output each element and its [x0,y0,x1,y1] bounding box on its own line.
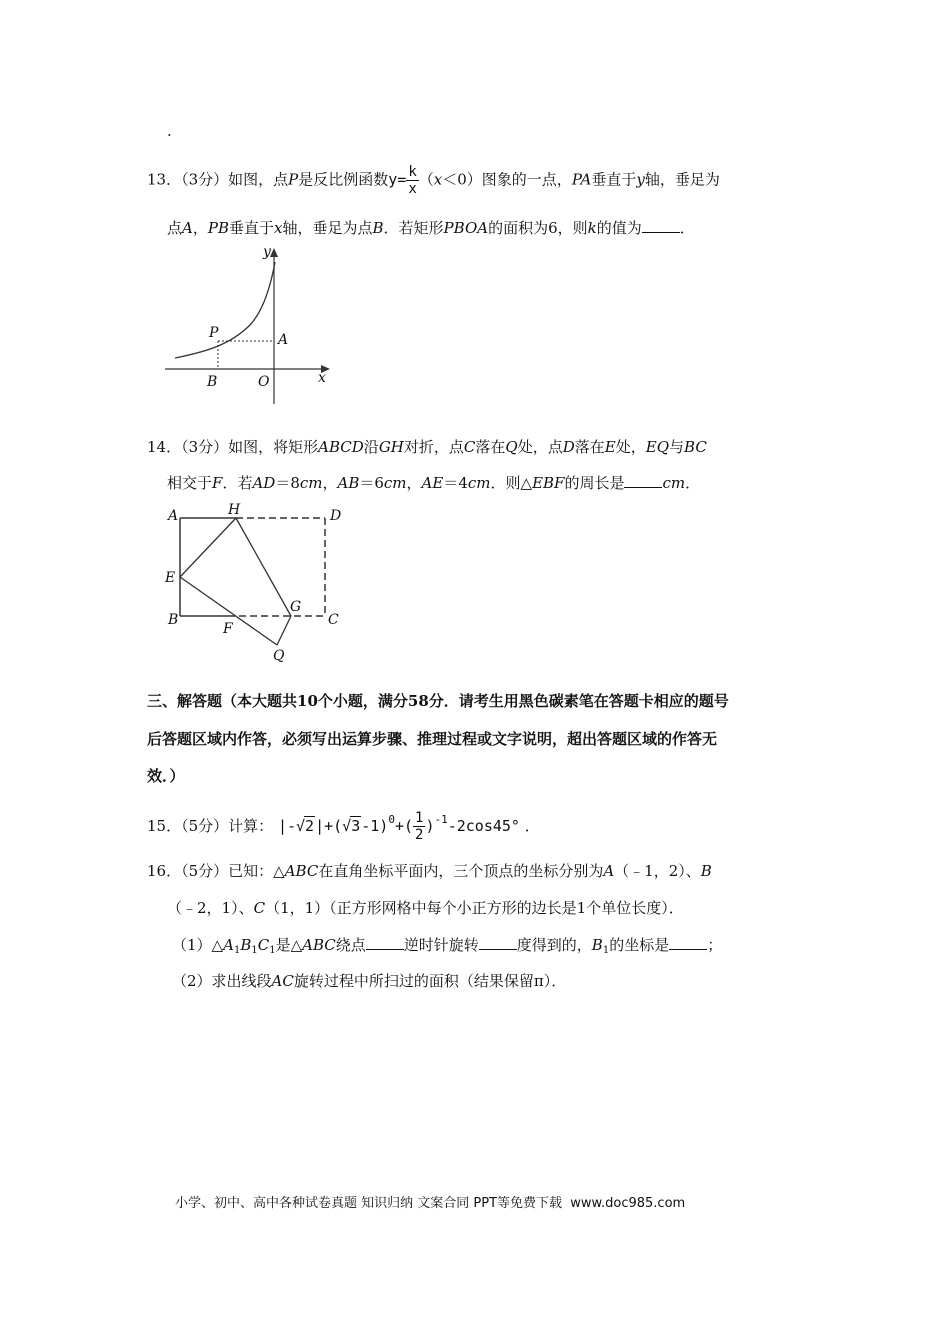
label-A: A [278,332,289,348]
q13-answer-blank [642,218,680,233]
label-E: E [165,570,176,586]
q13-line1: 13．（3分）如图，点P是反比例函数y= $\frac{k}{x}$ （x＜0）图象的一点，PA垂直于y轴，垂足为 [147,164,720,197]
y-axis-arrow [270,248,278,257]
footer-text: 小学、初中、高中各种试卷真题 知识归纳 文案合同 PPT等免费下载 [175,1196,563,1211]
q16-part1: $(1)\triangle A_1B_1C_1$是△ABC绕点 逆时针旋转 度得到的，$B_1$的坐标是 ； [172,936,723,956]
label-B: B [207,374,218,390]
q14-line2: 相交于F．若AD＝8cm，AB＝6cm，AE＝4cm．则△EBF的周长是 cm． [167,474,701,492]
label-H: H [228,502,241,518]
hyperbola-curve [175,262,275,358]
q13-fraction: $\frac{k}{x}$ [408,164,417,197]
q14-number: 14． [147,438,182,456]
footer-url[interactable]: www.doc985.com [570,1196,686,1211]
q16-number: 16． [147,862,182,880]
section3-line1: 三、解答题（本大题共10个小题，满分58分．请考生用黑色碳素笔在答题卡相应的题号 [147,692,729,710]
label-y: y [263,244,271,260]
label-G: G [290,599,302,615]
q13-number: 13． [147,170,182,189]
q16-part2: （2）求出线段AC旋转过程中所扫过的面积（结果保留π）． [172,972,567,990]
q16-blank-center [366,935,404,950]
q16-line2: （﹣2，1）、C（1，1）（正方形网格中每个小正方形的边长是1个单位长度）． [167,899,684,917]
q14-answer-blank [624,473,662,488]
section3-line2: 后答题区域内作答，必须写出运算步骤、推理过程或文字说明，超出答题区域的作答无 [147,730,718,748]
label-Q: Q [273,648,285,664]
footer [175,1192,685,1211]
label-P: P [209,325,219,341]
fold-line-HG [236,518,291,616]
q15-line: 15．（5分）计算： $|-√2|+(√3-1)^0+$( $\frac{1}{2}$ )$^{-1}$-2cos45° ． [147,810,540,843]
label-D: D [330,508,342,524]
q16-line1: 16．（5分）已知：△ABC在直角坐标平面内，三个顶点的坐标分别为A（﹣1，2）、B [147,862,712,880]
label-A: A [168,508,179,524]
q16-blank-coordinate [669,935,707,950]
section3-line3: 效．） [147,767,185,785]
label-B: B [168,612,179,628]
q15-expression: $|-√2|+(√3-1)^0+$( $\frac{1}{2}$ )$^{-1}$-2cos45° [277,810,520,843]
label-C: C [328,612,339,628]
fold-QG [277,616,291,645]
q14-line1: 14．（3分）如图，将矩形ABCD沿GH对折，点C落在Q处，点D落在E处，EQ与BC [147,438,707,456]
q13-line2: 点A，PB垂直于x轴，垂足为点B．若矩形PBOA的面积为6，则k的值为 ． [167,219,695,237]
q14-figure [160,498,360,668]
stray-dot: . [167,122,172,140]
q15-number: 15． [147,817,182,835]
q13-figure [160,240,340,410]
q16-blank-degree [479,935,517,950]
label-O: O [258,374,270,390]
fold-HE [180,518,236,577]
label-F: F [223,621,233,637]
label-x: x [318,370,326,386]
